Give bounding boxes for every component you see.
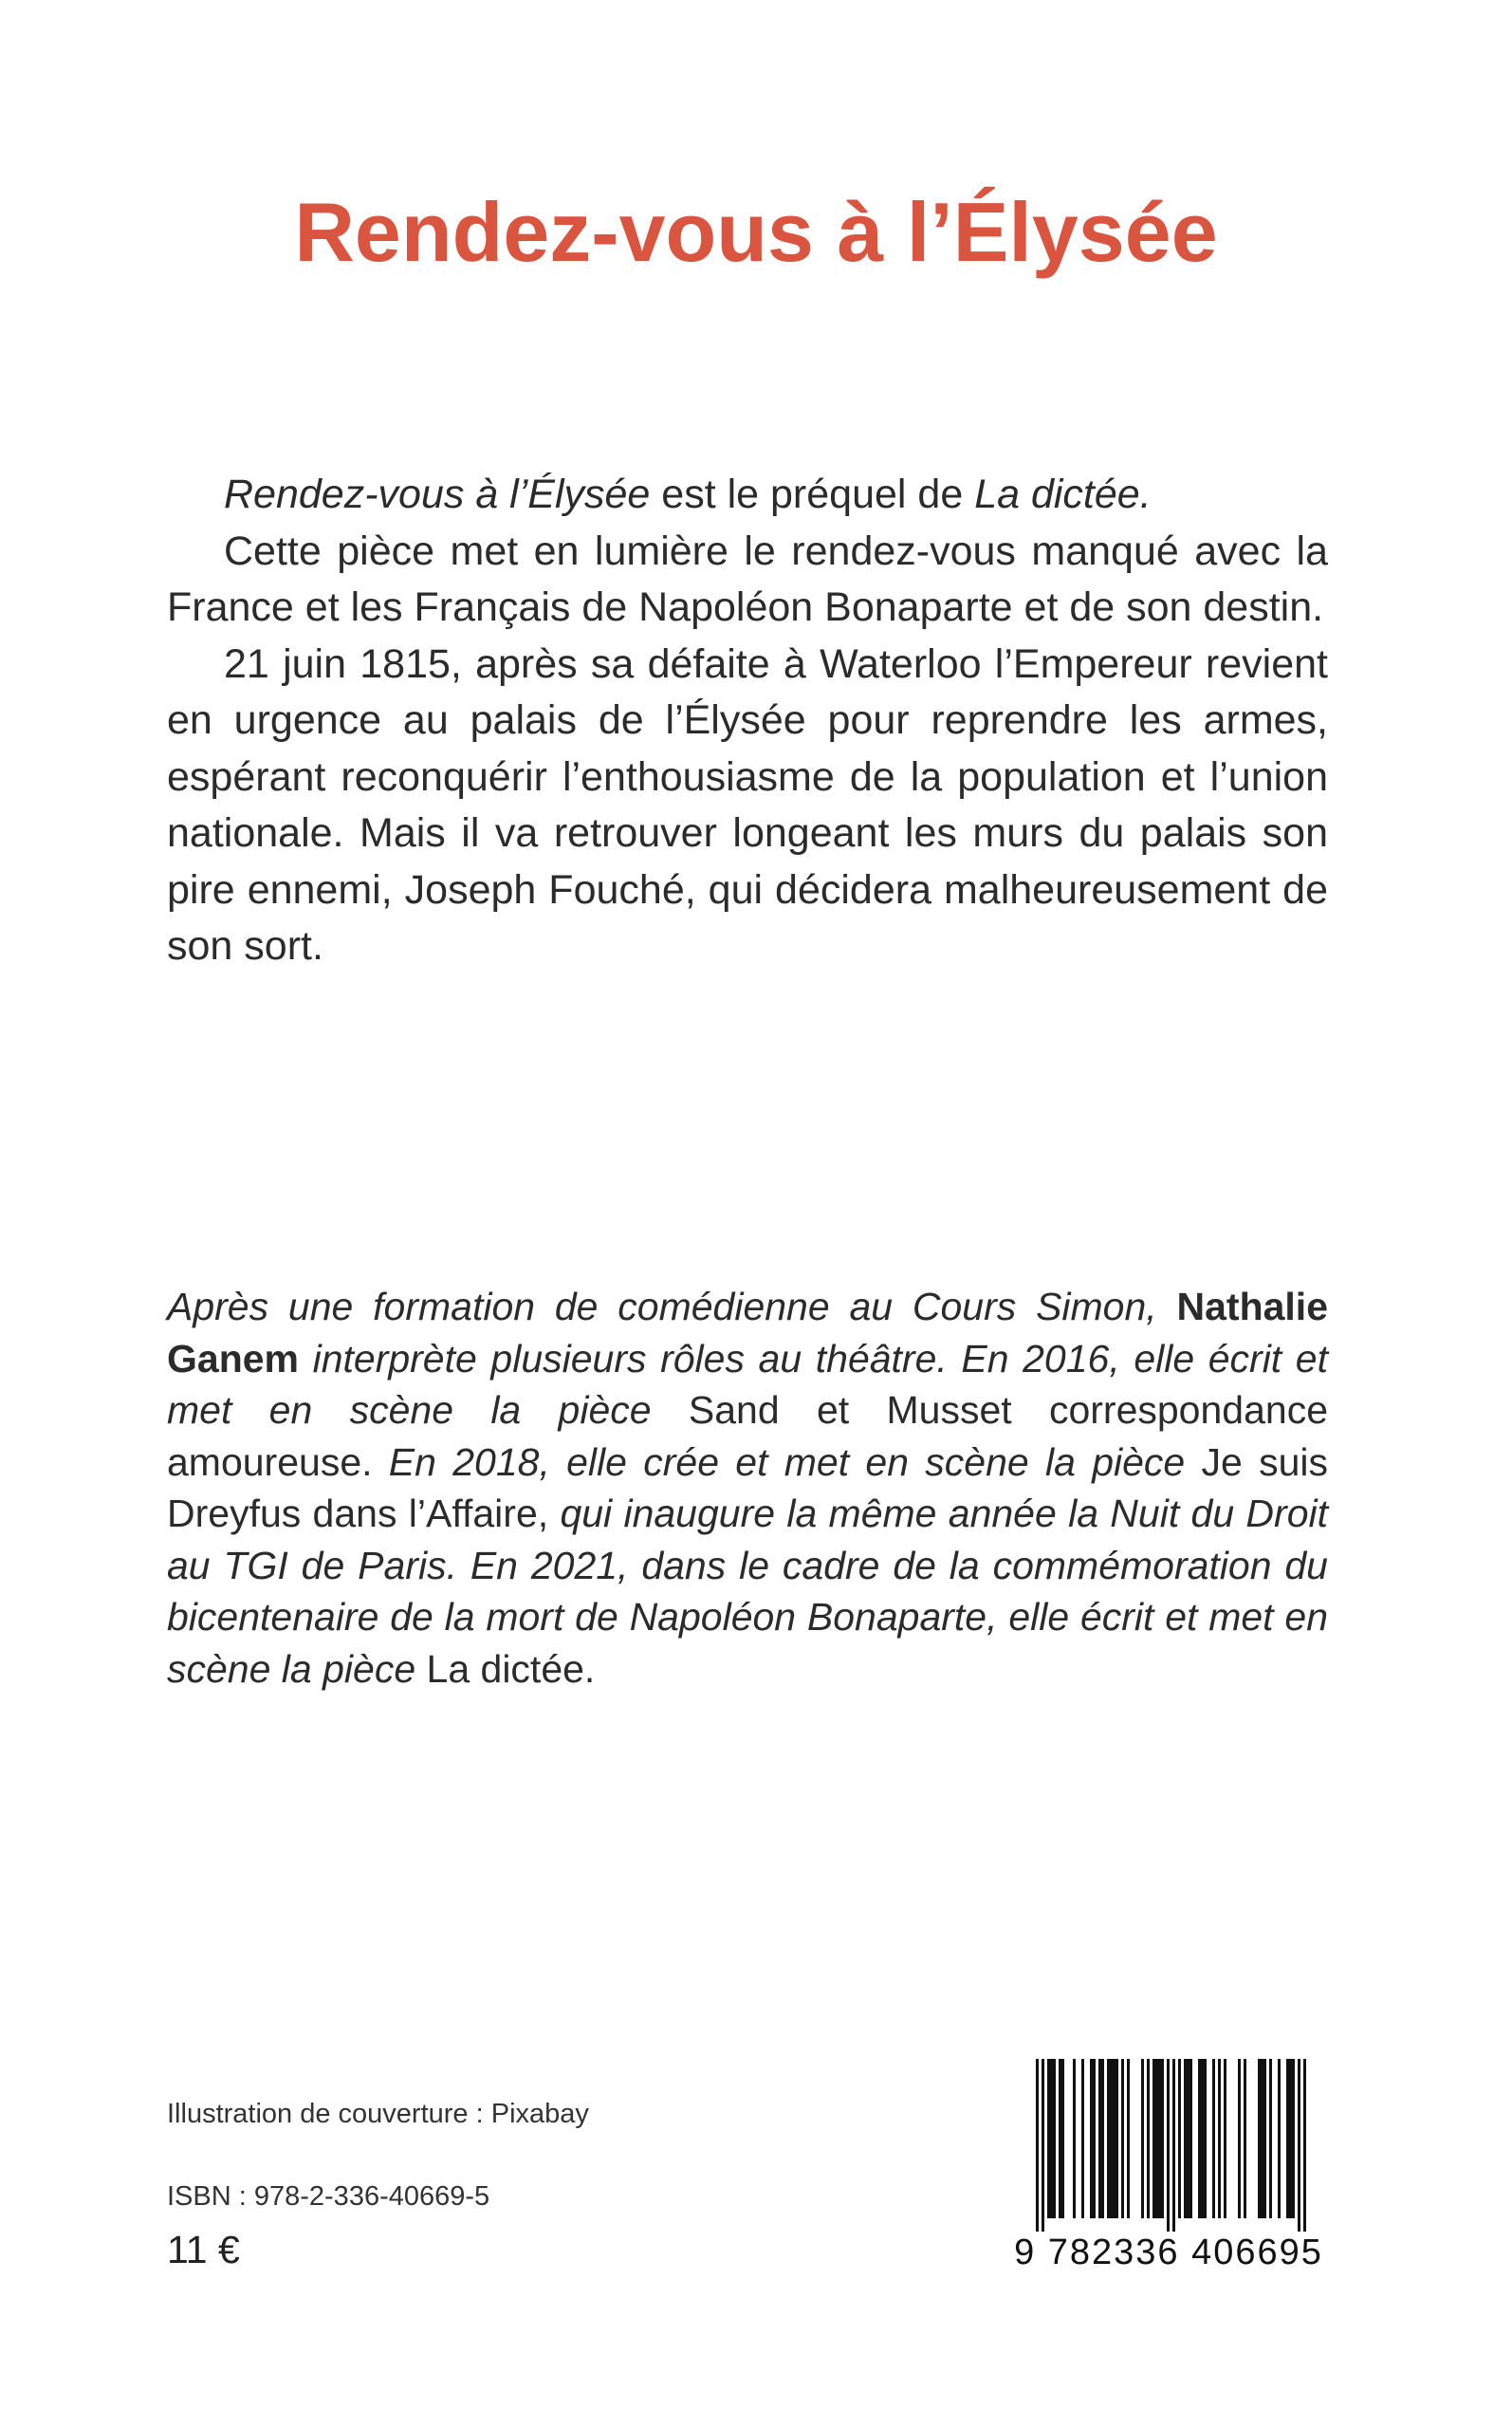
barcode-bar [1263, 2059, 1266, 2218]
barcode-bar [1204, 2059, 1207, 2218]
barcode-bar [1036, 2059, 1039, 2232]
summary-prequel-italic: La dictée. [974, 472, 1152, 517]
barcode-bar [1042, 2059, 1044, 2232]
summary-text: est le préquel de [650, 472, 975, 517]
book-summary [167, 467, 1328, 975]
bio-paragraph [167, 1281, 1328, 1695]
barcode-bar [1127, 2059, 1130, 2218]
author-name: Nathalie Ganem [167, 1285, 1328, 1381]
barcode-bar [1059, 2059, 1061, 2218]
barcode-bar [1198, 2059, 1201, 2218]
barcode-bar [1098, 2059, 1101, 2218]
barcode-bar [1081, 2059, 1084, 2218]
barcode-bar [1101, 2059, 1104, 2218]
bio-work-1: Sand et Musset correspondance amoureuse. [167, 1388, 1328, 1484]
barcode-bar [1161, 2059, 1164, 2218]
barcode-bar [1178, 2059, 1181, 2218]
barcode-bar [1258, 2059, 1261, 2218]
summary-paragraph-2: Cette pièce met en lumière le rendez-vous manqué avec la France et les Français de Napoléon Bonaparte et de son destin. [167, 528, 1328, 630]
barcode-bar [1167, 2059, 1170, 2232]
bio-text-3: En 2018, elle crée et met en scène la pièce [372, 1439, 1202, 1484]
bio-text-1: Après une formation de comédienne au Cours Simon, [167, 1285, 1177, 1328]
bio-work-2: Je suis Dreyfus dans l’Affaire, [167, 1439, 1329, 1535]
barcode-bar [1298, 2059, 1300, 2232]
barcode-bar [1212, 2059, 1215, 2218]
barcode-bar [1053, 2059, 1056, 2218]
barcode-bar [1172, 2059, 1175, 2232]
barcode-bar [1121, 2059, 1124, 2218]
barcode-bars [998, 2059, 1339, 2232]
barcode-bar [1278, 2059, 1281, 2218]
barcode-bar [1093, 2059, 1096, 2218]
bio-text-4: qui inaugure la même année la Nuit du Droit au TGI de Paris. En 2021, dans le cadre de la commémoration du bicentenaire de la mort de Napoléon Bonaparte, elle écrit et met en scène la pièce [167, 1492, 1328, 1691]
barcode-bar [1050, 2059, 1053, 2218]
author-bio [167, 1281, 1328, 1695]
barcode-bar [1155, 2059, 1158, 2218]
barcode-bar [1141, 2059, 1144, 2218]
barcode-bar [1261, 2059, 1263, 2218]
barcode-bar [1224, 2059, 1226, 2218]
barcode-bar [1238, 2059, 1241, 2218]
barcode-bar [1107, 2059, 1110, 2218]
barcode-digits: 9 782336 406695 [998, 2232, 1339, 2273]
barcode-bar [1116, 2059, 1118, 2218]
bio-work-3: La dictée. [426, 1646, 596, 1691]
barcode-bar [1090, 2059, 1093, 2218]
barcode-bar [1110, 2059, 1113, 2218]
barcode-bar [1269, 2059, 1272, 2218]
barcode-bar [1158, 2059, 1161, 2218]
barcode-bar [1147, 2059, 1150, 2218]
barcode-bar [1244, 2059, 1246, 2218]
barcode-bar [1303, 2059, 1306, 2232]
summary-paragraph-3: 21 juin 1815, après sa défaite à Waterloo l’Empereur revient en urgence au palais de l’Élysée pour reprendre les armes, espérant reconquérir l’enthousiasme de la population et l’union nationale. Mais il va retrouver longeant les murs du palais son pire ennemi, Joseph Fouché, qui décidera malheureusement de son sort. [167, 640, 1328, 969]
barcode-bar [1184, 2059, 1187, 2218]
barcode-bar [1073, 2059, 1076, 2218]
barcode-bar [1201, 2059, 1204, 2218]
cover-credit: Illustration de couverture : Pixabay [167, 2099, 589, 2129]
barcode-bar [1047, 2059, 1050, 2218]
summary-title-italic: Rendez-vous à l’Élysée [224, 472, 651, 517]
barcode-bar [1113, 2059, 1116, 2218]
barcode-bar [1061, 2059, 1064, 2218]
barcode-bar [1292, 2059, 1295, 2218]
book-title: Rendez-vous à l’Élysée [294, 185, 1218, 279]
bio-text-2: interprète plusieurs rôles au théâtre. En 2016, elle écrit et met en scène la pièce [167, 1336, 1328, 1432]
barcode-bar [1289, 2059, 1292, 2218]
price: 11 € [167, 2228, 240, 2271]
barcode-bar [1218, 2059, 1221, 2218]
barcode-bar [1152, 2059, 1155, 2218]
isbn: ISBN : 978-2-336-40669-5 [167, 2181, 490, 2212]
summary-paragraph-1 [167, 467, 1328, 524]
barcode-bar [1286, 2059, 1289, 2218]
barcode-bar [1187, 2059, 1189, 2218]
barcode-bar [1189, 2059, 1192, 2218]
